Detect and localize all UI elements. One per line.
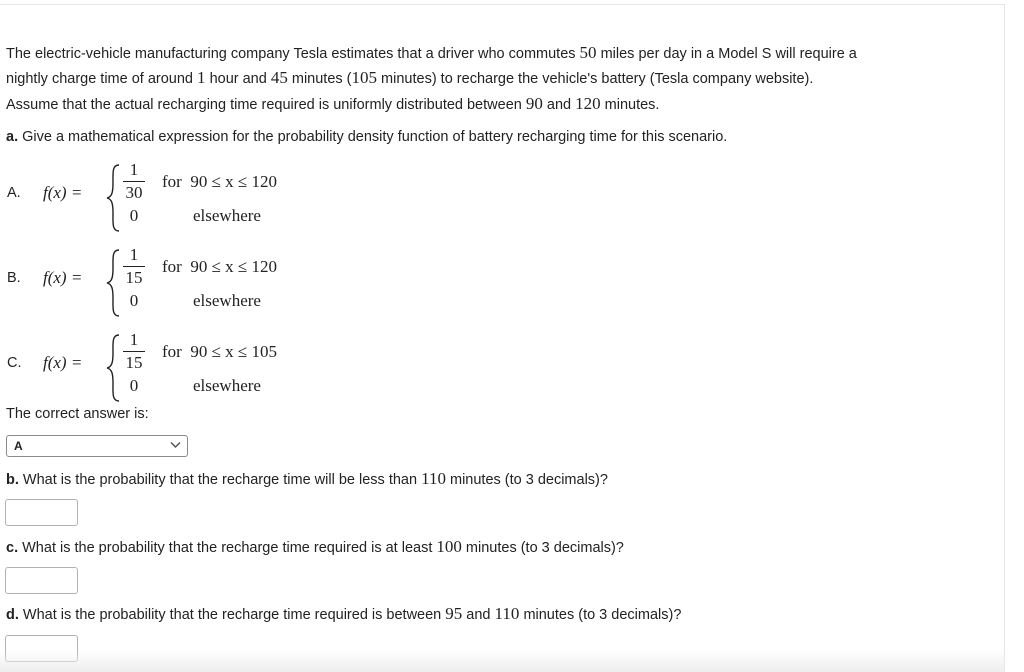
condition-range	[162, 257, 277, 277]
condition-for: for	[162, 342, 182, 361]
left-brace-icon	[106, 163, 122, 233]
part-b-label: b.	[6, 472, 19, 488]
intro-line-2	[6, 68, 813, 89]
intro-text: The electric-vehicle manufacturing company Tesla estimates that a driver who commutes	[6, 46, 576, 62]
zero-value: 0	[129, 376, 139, 395]
intro-text: minutes.	[604, 97, 660, 113]
part-c-text: minutes (to 3 decimals)?	[465, 540, 624, 556]
intro-number: 50	[579, 43, 597, 62]
left-brace-icon	[106, 248, 122, 318]
left-brace-icon	[106, 333, 122, 403]
condition-inequality: 90 ≤ x ≤ 105	[190, 342, 277, 361]
intro-text: minutes (	[291, 71, 352, 87]
part-d-label: d.	[6, 607, 19, 623]
part-a-text: Give a mathematical expression for the probability density function of battery recharging time for this scenario.	[22, 129, 728, 145]
fraction-bar	[123, 351, 145, 352]
answer-select-value: A	[14, 439, 23, 453]
part-d-question	[6, 604, 681, 625]
option-letter: C.	[7, 355, 22, 371]
part-a-question	[6, 127, 727, 147]
part-d-text: What is the probability that the recharge time required is between	[22, 607, 442, 623]
condition-elsewhere: elsewhere	[193, 376, 261, 395]
bottom-fade	[0, 650, 1004, 672]
intro-text: nightly charge time of around	[6, 71, 193, 87]
fraction-denominator: 15	[125, 353, 143, 372]
part-d-text: and	[466, 607, 491, 623]
answer-label: The correct answer is:	[6, 406, 149, 422]
intro-line-1	[6, 43, 857, 64]
fraction-numerator: 1	[129, 160, 139, 179]
part-b-number: 110	[421, 469, 446, 488]
option-letter: B.	[7, 270, 21, 286]
condition-elsewhere: elsewhere	[193, 206, 261, 225]
answer-select[interactable]	[6, 435, 188, 457]
option-letter: A.	[7, 185, 21, 201]
intro-text: minutes) to recharge the vehicle's battery (Tesla company website).	[381, 71, 814, 87]
part-c-text: What is the probability that the recharge time required is at least	[22, 540, 433, 556]
part-d-number: 95	[445, 604, 463, 623]
intro-text: Assume that the actual recharging time required is uniformly distributed between	[6, 97, 522, 113]
part-d-text: minutes (to 3 decimals)?	[523, 607, 682, 623]
part-c-label: c.	[6, 540, 19, 556]
part-a-label: a.	[6, 129, 19, 145]
part-c-answer-input[interactable]	[5, 567, 78, 594]
right-border	[1004, 4, 1005, 672]
function-label: f(x) =	[43, 268, 83, 287]
fraction-bar	[123, 266, 145, 267]
intro-number: 1	[197, 68, 206, 87]
top-border	[0, 4, 1004, 5]
intro-line-3	[6, 94, 659, 115]
part-d-number: 110	[494, 604, 520, 623]
intro-text: hour and	[209, 71, 267, 87]
condition-for: for	[162, 257, 182, 276]
fraction-numerator: 1	[129, 245, 139, 264]
fraction-bar	[123, 181, 145, 182]
fraction-numerator: 1	[129, 330, 139, 349]
intro-number: 45	[270, 68, 288, 87]
intro-number: 120	[575, 94, 601, 113]
part-b-question	[6, 469, 608, 490]
condition-inequality: 90 ≤ x ≤ 120	[190, 257, 277, 276]
intro-number: 90	[525, 94, 543, 113]
condition-elsewhere: elsewhere	[193, 291, 261, 310]
zero-value: 0	[129, 206, 139, 225]
part-b-text: minutes (to 3 decimals)?	[449, 472, 608, 488]
function-label: f(x) =	[43, 183, 83, 202]
fraction-denominator: 30	[125, 183, 143, 202]
intro-number: 105	[351, 68, 378, 87]
condition-for: for	[162, 172, 182, 191]
function-label: f(x) =	[43, 353, 83, 372]
intro-text: and	[546, 97, 572, 113]
condition-inequality: 90 ≤ x ≤ 120	[190, 172, 277, 191]
part-c-number: 100	[436, 537, 462, 556]
part-c-question	[6, 537, 624, 558]
chevron-down-icon	[170, 441, 181, 449]
zero-value: 0	[129, 291, 139, 310]
condition-range	[162, 172, 277, 192]
part-b-answer-input[interactable]	[5, 499, 78, 526]
intro-text: miles per day in a Model S will require a	[600, 46, 857, 62]
part-b-text: What is the probability that the recharge time will be less than	[22, 472, 418, 488]
condition-range	[162, 342, 277, 362]
fraction-denominator: 15	[125, 268, 143, 287]
